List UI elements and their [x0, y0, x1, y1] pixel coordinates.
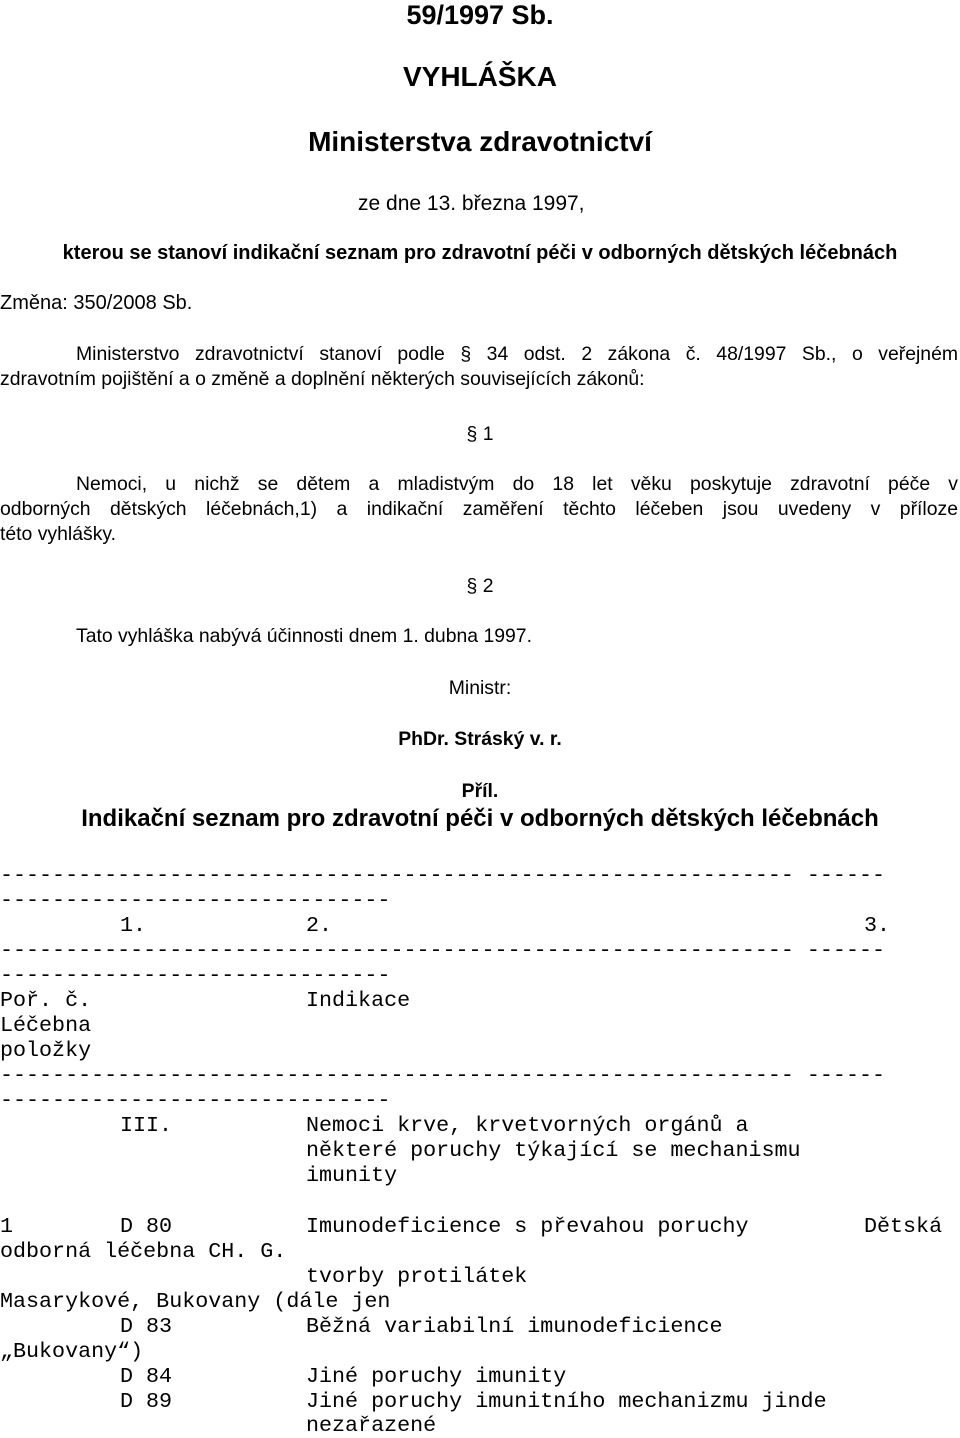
header-item-number: Poř. č.: [0, 988, 92, 1013]
section-2-heading: [0, 574, 960, 599]
row-4-code: D 89: [120, 1389, 173, 1414]
row-3-code: D 84: [120, 1364, 173, 1389]
section-2-text: Tato vyhláška nabývá účinnosti dnem 1. dubna 1997.: [76, 625, 532, 647]
table-rule: ------------------------------: [0, 1088, 391, 1113]
preamble-text-start: Ministerstvo zdravotnictví stanoví podle: [76, 343, 461, 365]
row-1-indication: Imunodeficience s převahou poruchy: [306, 1214, 749, 1239]
row-1-number: 1: [0, 1214, 14, 1239]
preamble-text-end: 34 odst. 2 zákona č. 48/1997 Sb., o veřejném: [471, 343, 959, 365]
preamble-line-1: [0, 342, 958, 367]
section-1-heading: [0, 422, 960, 447]
group-title-line: některé poruchy týkající se mechanismu: [306, 1138, 801, 1163]
paragraph-sign-icon: §: [466, 423, 478, 445]
column-number-1: 1.: [120, 913, 147, 938]
table-rule: ------------------------------------------------------------- ------: [0, 938, 885, 963]
column-number-3: 3.: [864, 913, 891, 938]
issuing-authority: Ministerstva zdravotnictví: [308, 126, 652, 157]
row-1-facility-cont: odborná léčebna CH. G.: [0, 1239, 287, 1264]
document-subject: kterou se stanoví indikační seznam pro zdravotní péči v odborných dětských léčebnách: [62, 242, 898, 264]
header-item-number-cont: položky: [0, 1038, 92, 1063]
row-4-indication: Jiné poruchy imunitního mechanizmu jinde: [306, 1389, 827, 1414]
signature-name: PhDr. Stráský v. r.: [398, 728, 562, 750]
row-1-indication-cont: tvorby protilátek: [306, 1264, 528, 1289]
table-rule: ------------------------------: [0, 888, 391, 913]
issue-date: ze dne 13. března 1997,: [358, 192, 585, 215]
header-facility: Léčebna: [0, 1013, 92, 1038]
row-1-facility-cont: „Bukovany“): [0, 1339, 144, 1364]
section-1-text-line-2: odborných dětských léčebnách,1) a indikační zaměření těchto léčeben jsou uvedeny v příloze: [0, 498, 958, 520]
signature-role: Ministr:: [448, 677, 512, 699]
column-number-2: 2.: [306, 913, 333, 938]
row-1-facility: Dětská: [864, 1214, 943, 1239]
document-number: 59/1997 Sb.: [406, 0, 554, 30]
section-1-text-line-1: Nemoci, u nichž se dětem a mladistvým do 18 let věku poskytuje zdravotní péče v: [76, 473, 958, 495]
group-title-line: Nemoci krve, krvetvorných orgánů a: [306, 1113, 749, 1138]
row-4-indication-cont: nezařazené: [306, 1413, 437, 1438]
row-2-indication: Běžná variabilní imunodeficience: [306, 1314, 723, 1339]
section-number: 2: [482, 575, 494, 597]
amendment-note: Změna: 350/2008 Sb.: [0, 292, 193, 314]
row-1-facility-cont: Masarykové, Bukovany (dále jen: [0, 1289, 391, 1314]
document-type: VYHLÁŠKA: [402, 61, 557, 92]
annex-label: Příl.: [461, 780, 499, 802]
row-2-code: D 83: [120, 1314, 173, 1339]
preamble-line-2: zdravotním pojištění a o změně a doplnění některých souvisejících zákonů:: [0, 368, 645, 390]
table-rule: ------------------------------: [0, 963, 391, 988]
row-1-code: D 80: [120, 1214, 173, 1239]
annex-title: Indikační seznam pro zdravotní péči v odborných dětských léčebnách: [81, 805, 879, 832]
header-indication: Indikace: [306, 988, 411, 1013]
paragraph-sign-icon: §: [466, 575, 478, 597]
table-rule: ------------------------------------------------------------- ------: [0, 1063, 885, 1088]
group-title-line: imunity: [306, 1163, 398, 1188]
table-rule: ------------------------------------------------------------- ------: [0, 863, 885, 888]
row-3-indication: Jiné poruchy imunity: [306, 1364, 567, 1389]
group-code: III.: [120, 1113, 173, 1138]
paragraph-sign-icon: §: [460, 343, 472, 365]
section-number: 1: [482, 423, 494, 445]
section-1-text-line-3: této vyhlášky.: [0, 523, 117, 545]
